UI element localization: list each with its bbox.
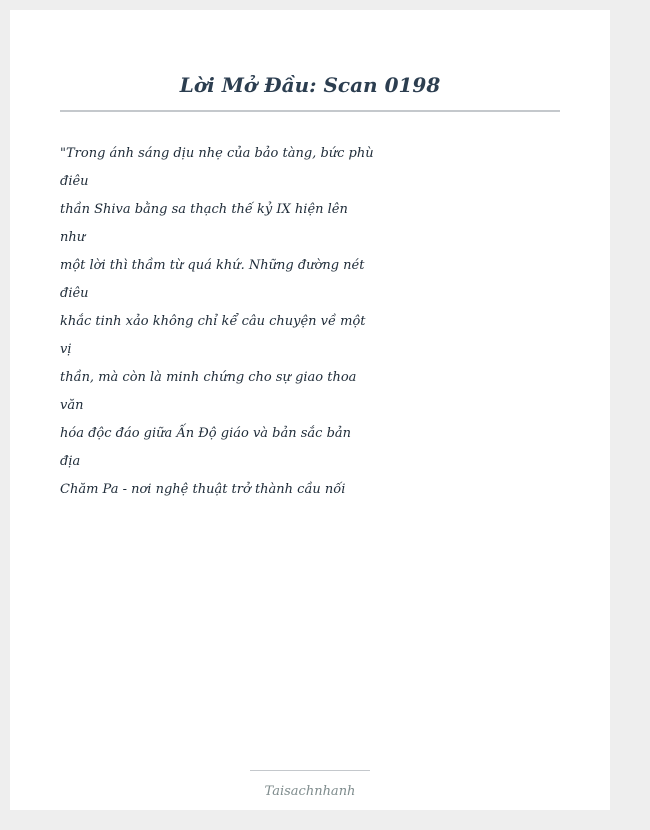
text-line: văn [60, 398, 84, 413]
text-line: khắc tinh xảo không chỉ kể câu chuyện về một [60, 314, 366, 329]
text-line: Chăm Pa - nơi nghệ thuật trở thành cầu nối [60, 482, 346, 497]
title-divider [60, 110, 560, 112]
text-line: địa [60, 454, 81, 469]
text-line: thần Shiva bằng sa thạch thế kỷ IX hiện lên [60, 202, 348, 217]
text-line: như [60, 230, 86, 245]
text-line: điêu [60, 174, 89, 189]
text-line: vị [60, 342, 72, 357]
text-line: "Trong ánh sáng dịu nhẹ của bảo tàng, bức phù [60, 146, 374, 161]
document-page [10, 10, 610, 810]
text-line: thần, mà còn là minh chứng cho sự giao thoa [60, 370, 357, 385]
footer-divider [250, 770, 370, 771]
text-line: hóa độc đáo giữa Ấn Độ giáo và bản sắc bản [60, 426, 352, 441]
page-title: Lời Mở Đầu: Scan 0198 [179, 73, 441, 97]
footer-source: Taisachnhanh [264, 784, 356, 799]
text-line: điêu [60, 286, 89, 301]
body-text [60, 140, 374, 504]
text-line: một lời thì thầm từ quá khứ. Những đường nét [60, 258, 365, 273]
